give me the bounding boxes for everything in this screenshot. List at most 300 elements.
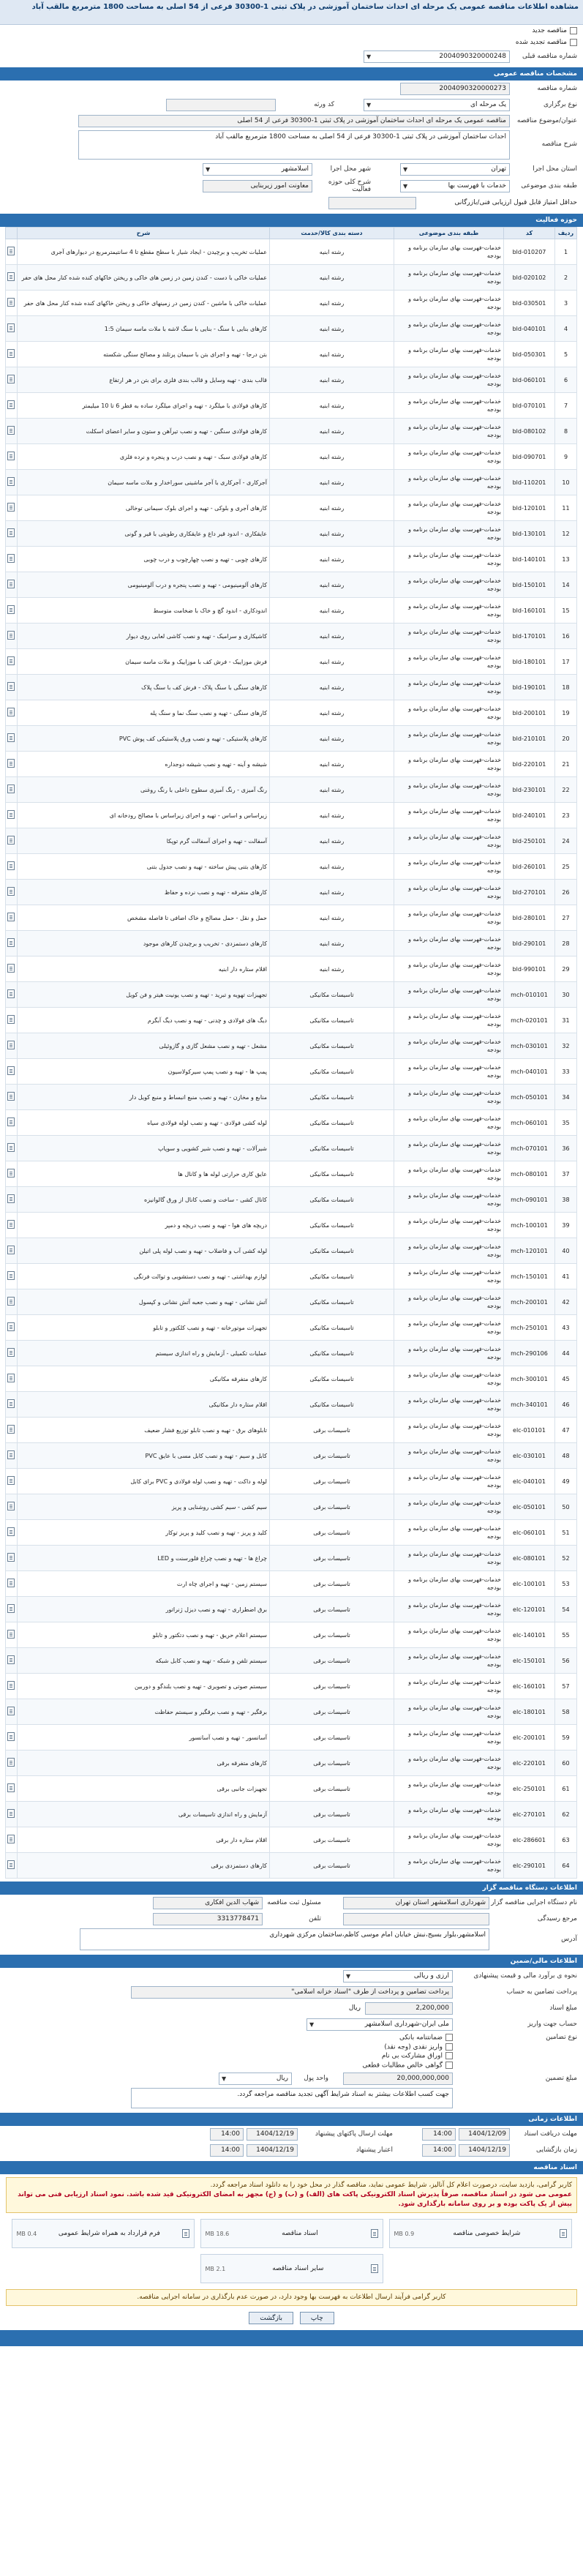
group-cell: تاسیسات مکانیکی bbox=[270, 1213, 394, 1238]
description-cell: عایق کاری حرارتی لوله ها و کانال ها bbox=[18, 1161, 270, 1187]
financial-note-row bbox=[0, 2086, 583, 2110]
row-action-cell[interactable] bbox=[6, 1289, 18, 1315]
col-description: شرح bbox=[18, 228, 270, 239]
code-field[interactable] bbox=[166, 99, 276, 111]
validity-time-field[interactable]: 14:00 bbox=[210, 2144, 244, 2157]
description-cell: منابع و مخازن - تهیه و نصب منبع انبساط و منبع کویل دار bbox=[18, 1085, 270, 1110]
row-number-cell: 53 bbox=[555, 1571, 577, 1597]
code-cell: elc-200101 bbox=[504, 1725, 555, 1751]
category-cell: خدمات-فهرست بهای سازمان برنامه و بودجه bbox=[394, 239, 504, 265]
doc-price-field[interactable]: 2,200,000 bbox=[365, 2002, 453, 2015]
row-action-cell[interactable] bbox=[6, 803, 18, 828]
publish-label: مهلت دریافت اسناد bbox=[524, 2130, 577, 2138]
description-cell: کلید و پریز - تهیه و نصب کلید و پریز توکار bbox=[18, 1520, 270, 1546]
document-icon[interactable] bbox=[7, 349, 15, 358]
row-action-cell[interactable] bbox=[6, 1315, 18, 1341]
category-cell: خدمات-فهرست بهای سازمان برنامه و بودجه bbox=[394, 1648, 504, 1674]
document-icon[interactable] bbox=[7, 1681, 15, 1690]
dates-section-title: اطلاعات زمانی bbox=[0, 2113, 583, 2126]
row-number-cell: 58 bbox=[555, 1699, 577, 1725]
row-number-cell: 5 bbox=[555, 342, 577, 367]
document-icon[interactable] bbox=[7, 1758, 15, 1767]
guarantee-option[interactable] bbox=[363, 2034, 454, 2042]
code-cell: bld-040101 bbox=[504, 316, 555, 342]
renewed-tender-label: مناقصه تجدید شده bbox=[515, 39, 567, 46]
row-action-cell[interactable] bbox=[6, 1059, 18, 1085]
row-action-cell[interactable] bbox=[6, 1443, 18, 1469]
code-cell: elc-250101 bbox=[504, 1776, 555, 1802]
document-icon[interactable] bbox=[7, 1322, 15, 1331]
document-icon[interactable] bbox=[7, 426, 15, 435]
row-action-cell[interactable] bbox=[6, 982, 18, 1008]
guarantee-amount-field[interactable]: 20,000,000,000 bbox=[343, 2073, 453, 2085]
document-icon[interactable] bbox=[7, 1732, 15, 1741]
row-action-cell[interactable] bbox=[6, 624, 18, 649]
receive-date-field[interactable]: 1404/12/19 bbox=[247, 2128, 298, 2141]
new-tender-checkbox[interactable] bbox=[570, 27, 577, 34]
category-cell: خدمات-فهرست بهای سازمان برنامه و بودجه bbox=[394, 547, 504, 572]
guarantee-option[interactable] bbox=[363, 2062, 454, 2070]
document-icon[interactable] bbox=[7, 554, 15, 563]
document-icon[interactable] bbox=[7, 861, 15, 870]
table-row bbox=[6, 1546, 577, 1571]
row-action-cell[interactable] bbox=[6, 1469, 18, 1494]
row-action-cell[interactable] bbox=[6, 1213, 18, 1238]
description-cell: کارهای بنایی با سنگ - بنایی با سنگ لاشه با ملات ماسه سیمان 1:5 bbox=[18, 316, 270, 342]
group-cell: رشته ابنیه bbox=[270, 803, 394, 828]
table-row bbox=[6, 1494, 577, 1520]
document-icon[interactable] bbox=[7, 1092, 15, 1101]
document-icon[interactable] bbox=[7, 375, 15, 383]
table-row bbox=[6, 521, 577, 547]
code-cell: bld-030501 bbox=[504, 291, 555, 316]
row-action-cell[interactable] bbox=[6, 1648, 18, 1674]
row-action-cell[interactable] bbox=[6, 1110, 18, 1136]
row-action-cell[interactable] bbox=[6, 1008, 18, 1033]
row-action-cell[interactable] bbox=[6, 1802, 18, 1827]
document-icon[interactable] bbox=[7, 759, 15, 768]
group-cell: تاسیسات برقی bbox=[270, 1571, 394, 1597]
document-file[interactable] bbox=[12, 2219, 195, 2248]
row-action-cell[interactable] bbox=[6, 393, 18, 419]
row-action-cell[interactable] bbox=[6, 1161, 18, 1187]
document-icon[interactable] bbox=[7, 1169, 15, 1177]
row-action-cell[interactable] bbox=[6, 1418, 18, 1443]
document-icon[interactable] bbox=[7, 836, 15, 845]
row-number-cell: 33 bbox=[555, 1059, 577, 1085]
guarantee-option[interactable] bbox=[363, 2043, 454, 2051]
province-select[interactable] bbox=[400, 163, 510, 176]
row-action-cell[interactable] bbox=[6, 1776, 18, 1802]
document-icon[interactable] bbox=[7, 528, 15, 537]
code-cell: mch-150101 bbox=[504, 1264, 555, 1289]
group-cell: رشته ابنیه bbox=[270, 419, 394, 444]
document-icon[interactable] bbox=[7, 298, 15, 307]
document-icon[interactable] bbox=[7, 1502, 15, 1510]
table-row bbox=[6, 1776, 577, 1802]
document-icon[interactable] bbox=[7, 913, 15, 921]
type-select[interactable] bbox=[364, 99, 510, 111]
row-action-cell[interactable] bbox=[6, 752, 18, 777]
code-cell: bld-990101 bbox=[504, 956, 555, 982]
document-icon[interactable] bbox=[7, 1143, 15, 1152]
code-cell: bld-070101 bbox=[504, 393, 555, 419]
number-label: شماره مناقصه bbox=[537, 85, 577, 92]
category-cell: خدمات-فهرست بهای سازمان برنامه و بودجه bbox=[394, 1571, 504, 1597]
row-action-cell[interactable] bbox=[6, 342, 18, 367]
receive-time-field[interactable]: 14:00 bbox=[210, 2128, 244, 2141]
description-cell: آزمایش و راه اندازی تاسیسات برقی bbox=[18, 1802, 270, 1827]
description-cell: کارهای متفرقه مکانیکی bbox=[18, 1366, 270, 1392]
currency-unit-value: ریال bbox=[276, 2074, 288, 2082]
document-icon[interactable] bbox=[7, 810, 15, 819]
group-cell: رشته ابنیه bbox=[270, 931, 394, 956]
description-cell: دیگ های فولادی و چدنی - تهیه و نصب دیگ آبگرم bbox=[18, 1008, 270, 1033]
document-icon[interactable] bbox=[7, 1860, 15, 1869]
table-row bbox=[6, 419, 577, 444]
table-row bbox=[6, 1213, 577, 1238]
document-file[interactable] bbox=[200, 2219, 383, 2248]
guarantee-option[interactable] bbox=[363, 2052, 454, 2060]
row-action-cell[interactable] bbox=[6, 700, 18, 726]
table-row bbox=[6, 1443, 577, 1469]
document-icon[interactable] bbox=[7, 1835, 15, 1843]
row-number-cell: 60 bbox=[555, 1751, 577, 1776]
row-action-cell[interactable] bbox=[6, 931, 18, 956]
code-cell: mch-050101 bbox=[504, 1085, 555, 1110]
desc-field[interactable]: احداث ساختمان آموزشی در پلاک ثبتی 1-30300 فرعی از 54 اصلی به مساحت 1800 مترمربع مالقب آباد bbox=[78, 130, 510, 160]
document-icon[interactable] bbox=[7, 323, 15, 332]
currency-unit-select[interactable] bbox=[219, 2073, 292, 2085]
code-cell: mch-040101 bbox=[504, 1059, 555, 1085]
group-cell: رشته ابنیه bbox=[270, 316, 394, 342]
document-icon[interactable] bbox=[7, 1246, 15, 1254]
category-cell: خدمات-فهرست بهای سازمان برنامه و بودجه bbox=[394, 854, 504, 880]
document-icon[interactable] bbox=[7, 1476, 15, 1485]
category-cell: خدمات-فهرست بهای سازمان برنامه و بودجه bbox=[394, 956, 504, 982]
category-cell: خدمات-فهرست بهای سازمان برنامه و بودجه bbox=[394, 265, 504, 291]
document-icon[interactable] bbox=[7, 631, 15, 640]
row-action-cell[interactable] bbox=[6, 1238, 18, 1264]
document-icon[interactable] bbox=[7, 1271, 15, 1280]
description-cell: کارهای آجری و بلوکی - تهیه و اجرای بلوک سیمانی توخالی bbox=[18, 495, 270, 521]
description-cell: کانال کشی - ساخت و نصب کانال از ورق گالوانیزه bbox=[18, 1187, 270, 1213]
document-icon[interactable] bbox=[7, 1655, 15, 1664]
code-cell: bld-220101 bbox=[504, 752, 555, 777]
row-action-cell[interactable] bbox=[6, 1571, 18, 1597]
code-cell: bld-190101 bbox=[504, 675, 555, 700]
guarantee-checkbox[interactable] bbox=[445, 2034, 453, 2041]
document-icon[interactable] bbox=[7, 1117, 15, 1126]
open-time-field[interactable]: 14:00 bbox=[422, 2144, 456, 2157]
row-number-cell: 18 bbox=[555, 675, 577, 700]
category-cell: خدمات-فهرست بهای سازمان برنامه و بودجه bbox=[394, 1776, 504, 1802]
print-button[interactable]: چاپ bbox=[300, 2312, 334, 2324]
description-cell: سیم کشی - سیم کشی روشنایی و پریز bbox=[18, 1494, 270, 1520]
publish-time-field[interactable]: 14:00 bbox=[422, 2128, 456, 2141]
category-cell: خدمات-فهرست بهای سازمان برنامه و بودجه bbox=[394, 1341, 504, 1366]
row-action-cell[interactable] bbox=[6, 265, 18, 291]
document-icon[interactable] bbox=[7, 1707, 15, 1715]
document-icon[interactable] bbox=[7, 1527, 15, 1536]
row-number-cell: 47 bbox=[555, 1418, 577, 1443]
document-icon[interactable] bbox=[7, 247, 15, 255]
row-number-cell: 8 bbox=[555, 419, 577, 444]
title-row bbox=[0, 113, 583, 129]
row-action-cell[interactable] bbox=[6, 777, 18, 803]
category-cell: خدمات-فهرست بهای سازمان برنامه و بودجه bbox=[394, 828, 504, 854]
guarantee-amount-row bbox=[0, 2070, 583, 2086]
table-row bbox=[6, 828, 577, 854]
document-icon[interactable] bbox=[7, 1604, 15, 1613]
row-action-cell[interactable] bbox=[6, 1341, 18, 1366]
address-field[interactable]: اسلامشهر،بلوار بسیج،نبش خیابان امام موسی کاظم،ساختمان مرکزی شهرداری bbox=[80, 1928, 489, 1950]
row-action-cell[interactable] bbox=[6, 1520, 18, 1546]
row-action-cell[interactable] bbox=[6, 1674, 18, 1699]
description-cell: سیستم صوتی و تصویری - تهیه و نصب بلندگو و دوربین bbox=[18, 1674, 270, 1699]
row-number-cell: 41 bbox=[555, 1264, 577, 1289]
guarantee-checkbox[interactable] bbox=[445, 2052, 453, 2059]
document-icon[interactable] bbox=[7, 1809, 15, 1818]
row-action-cell[interactable] bbox=[6, 291, 18, 316]
category-cell: خدمات-فهرست بهای سازمان برنامه و بودجه bbox=[394, 393, 504, 419]
row-action-cell[interactable] bbox=[6, 239, 18, 265]
table-row bbox=[6, 1033, 577, 1059]
document-icon[interactable] bbox=[7, 938, 15, 947]
file-icon bbox=[371, 2229, 378, 2238]
unit-field[interactable]: شهاب الدین افکاری bbox=[153, 1897, 263, 1909]
document-icon[interactable] bbox=[7, 400, 15, 409]
description-cell: آتش نشانی - تهیه و نصب جعبه آتش نشانی و کپسول bbox=[18, 1289, 270, 1315]
table-row bbox=[6, 598, 577, 624]
row-action-cell[interactable] bbox=[6, 1725, 18, 1751]
pay-field[interactable]: پرداخت تضامین و پرداخت از طرف "اسناد خزانه اسلامی" bbox=[131, 1986, 453, 1999]
city-select[interactable] bbox=[203, 163, 312, 176]
document-file-size: 0.9 MB bbox=[394, 2230, 415, 2237]
row-action-cell[interactable] bbox=[6, 1699, 18, 1725]
min-score-field[interactable] bbox=[328, 197, 416, 209]
description-cell: لوله کشی آب و فاضلاب - تهیه و نصب لوله پلی اتیلن bbox=[18, 1238, 270, 1264]
address-label: آدرس bbox=[561, 1936, 577, 1943]
documents-warning-text: عمومی می شود در اسناد مناقصه، صرفاً پذیرش اسناد الکترونیکی پاکت های (الف) و (ب) و (ج) مجهز به امضای الکترونیکی قید شده باشد. نمود اسناد ارزیابی فنی می تواند بیش از یک پاکت بوده و بر روی سامانه بارگذاری شود. bbox=[18, 2191, 572, 2208]
table-row bbox=[6, 1085, 577, 1110]
open-date-field[interactable]: 1404/12/19 bbox=[459, 2144, 510, 2157]
category-cell: خدمات-فهرست بهای سازمان برنامه و بودجه bbox=[394, 880, 504, 905]
document-icon[interactable] bbox=[7, 1579, 15, 1587]
code-cell: bld-290101 bbox=[504, 931, 555, 956]
number-field[interactable]: 2004090320000273 bbox=[400, 83, 510, 95]
document-icon[interactable] bbox=[7, 1194, 15, 1203]
table-row bbox=[6, 547, 577, 572]
renewed-row bbox=[0, 37, 583, 48]
ref-field[interactable] bbox=[343, 1913, 489, 1925]
row-number-cell: 44 bbox=[555, 1341, 577, 1366]
document-icon[interactable] bbox=[7, 1297, 15, 1306]
document-icon[interactable] bbox=[7, 1220, 15, 1229]
publish-date-field[interactable]: 1404/12/09 bbox=[459, 2128, 510, 2141]
city-label: شهر محل اجرا bbox=[330, 165, 371, 173]
document-icon[interactable] bbox=[7, 733, 15, 742]
description-cell: کارهای آلومینیومی - تهیه و نصب پنجره و درب آلومینیومی bbox=[18, 572, 270, 598]
row-action-cell[interactable] bbox=[6, 1622, 18, 1648]
document-icon[interactable] bbox=[7, 656, 15, 665]
table-row bbox=[6, 572, 577, 598]
document-icon[interactable] bbox=[7, 1066, 15, 1075]
row-number-cell: 55 bbox=[555, 1622, 577, 1648]
document-icon[interactable] bbox=[7, 682, 15, 691]
group-cell: رشته ابنیه bbox=[270, 265, 394, 291]
description-cell: فرش موزاییک - فرش کف با موزاییک و ملات ماسه سیمان bbox=[18, 649, 270, 675]
row-action-cell[interactable] bbox=[6, 521, 18, 547]
row-action-cell[interactable] bbox=[6, 495, 18, 521]
table-row bbox=[6, 777, 577, 803]
table-row bbox=[6, 982, 577, 1008]
table-row bbox=[6, 1725, 577, 1751]
title-field[interactable]: مناقصه عمومی یک مرحله ای احداث ساختمان آموزشی در پلاک ثبتی 1-30300 فرعی از 54 اصلی bbox=[78, 115, 510, 127]
row-number-cell: 40 bbox=[555, 1238, 577, 1264]
row-action-cell[interactable] bbox=[6, 1085, 18, 1110]
row-action-cell[interactable] bbox=[6, 1392, 18, 1418]
row-action-cell[interactable] bbox=[6, 880, 18, 905]
document-icon[interactable] bbox=[7, 887, 15, 896]
group-cell: تاسیسات برقی bbox=[270, 1827, 394, 1853]
guarantee-amount-label: مبلغ تضمین bbox=[545, 2075, 577, 2082]
document-icon[interactable] bbox=[7, 708, 15, 716]
guarantee-checkbox[interactable] bbox=[445, 2043, 453, 2051]
document-icon[interactable] bbox=[7, 503, 15, 512]
row-action-cell[interactable] bbox=[6, 316, 18, 342]
row-number-cell: 38 bbox=[555, 1187, 577, 1213]
row-action-cell[interactable] bbox=[6, 1546, 18, 1571]
account-value: ملی ایران-شهرداری اسلامشهر bbox=[364, 2020, 449, 2028]
document-icon[interactable] bbox=[7, 452, 15, 460]
table-row bbox=[6, 1418, 577, 1443]
file-icon bbox=[560, 2229, 567, 2238]
code-cell: bld-080102 bbox=[504, 419, 555, 444]
document-icon[interactable] bbox=[7, 1374, 15, 1382]
row-action-cell[interactable] bbox=[6, 828, 18, 854]
row-action-cell[interactable] bbox=[6, 1136, 18, 1161]
document-icon[interactable] bbox=[7, 580, 15, 588]
document-icon[interactable] bbox=[7, 1553, 15, 1562]
row-action-cell[interactable] bbox=[6, 1751, 18, 1776]
description-cell: آسانسور - تهیه و نصب آسانسور bbox=[18, 1725, 270, 1751]
document-icon[interactable] bbox=[7, 785, 15, 793]
row-action-cell[interactable] bbox=[6, 598, 18, 624]
document-file[interactable] bbox=[389, 2219, 572, 2248]
group-cell: تاسیسات مکانیکی bbox=[270, 1136, 394, 1161]
row-action-cell[interactable] bbox=[6, 1033, 18, 1059]
document-icon[interactable] bbox=[7, 1425, 15, 1434]
document-icon[interactable] bbox=[7, 1450, 15, 1459]
validity-date-field[interactable]: 1404/12/19 bbox=[247, 2144, 298, 2157]
row-action-cell[interactable] bbox=[6, 1853, 18, 1879]
method-select[interactable] bbox=[343, 1970, 453, 1982]
row-action-cell[interactable] bbox=[6, 367, 18, 393]
description-cell: کارهای متفرقه - تهیه و نصب نرده و حفاظ bbox=[18, 880, 270, 905]
row-action-cell[interactable] bbox=[6, 1494, 18, 1520]
row-action-cell[interactable] bbox=[6, 1597, 18, 1622]
row-action-cell[interactable] bbox=[6, 419, 18, 444]
dates-row-2 bbox=[0, 2142, 583, 2158]
chevron-down-icon: ▼ bbox=[403, 165, 408, 173]
document-file[interactable] bbox=[200, 2254, 383, 2283]
code-cell: bld-240101 bbox=[504, 803, 555, 828]
row-action-cell[interactable] bbox=[6, 905, 18, 931]
table-row bbox=[6, 1289, 577, 1315]
group-cell: تاسیسات برقی bbox=[270, 1674, 394, 1699]
category-cell: خدمات-فهرست بهای سازمان برنامه و بودجه bbox=[394, 316, 504, 342]
group-cell: تاسیسات برقی bbox=[270, 1776, 394, 1802]
back-button[interactable]: بازگشت bbox=[249, 2312, 293, 2324]
row-number-cell: 17 bbox=[555, 649, 577, 675]
document-icon[interactable] bbox=[7, 605, 15, 614]
row-action-cell[interactable] bbox=[6, 1187, 18, 1213]
prev-number-select[interactable] bbox=[364, 50, 510, 63]
table-row bbox=[6, 1520, 577, 1546]
document-file-name: فرم قرارداد به همراه شرایط عمومی bbox=[58, 2230, 160, 2237]
row-action-cell[interactable] bbox=[6, 649, 18, 675]
phone-field[interactable]: 3313778471 bbox=[153, 1913, 263, 1925]
row-action-cell[interactable] bbox=[6, 1264, 18, 1289]
document-icon[interactable] bbox=[7, 1348, 15, 1357]
document-icon[interactable] bbox=[7, 1399, 15, 1408]
code-cell: elc-120101 bbox=[504, 1597, 555, 1622]
row-action-cell[interactable] bbox=[6, 470, 18, 495]
row-action-cell[interactable] bbox=[6, 726, 18, 752]
category-cell: خدمات-فهرست بهای سازمان برنامه و بودجه bbox=[394, 1315, 504, 1341]
guarantee-type-row bbox=[0, 2032, 583, 2070]
row-action-cell[interactable] bbox=[6, 675, 18, 700]
category-cell: خدمات-فهرست بهای سازمان برنامه و بودجه bbox=[394, 1751, 504, 1776]
description-cell: پمپ ها - تهیه و نصب پمپ سیرکولاسیون bbox=[18, 1059, 270, 1085]
org-field[interactable]: شهرداری اسلامشهر استان تهران bbox=[343, 1897, 489, 1909]
row-number-cell: 6 bbox=[555, 367, 577, 393]
document-icon[interactable] bbox=[7, 1015, 15, 1024]
row-action-cell[interactable] bbox=[6, 572, 18, 598]
category-cell: خدمات-فهرست بهای سازمان برنامه و بودجه bbox=[394, 1264, 504, 1289]
code-cell: bld-160101 bbox=[504, 598, 555, 624]
renewed-tender-checkbox[interactable] bbox=[570, 39, 577, 46]
document-icon[interactable] bbox=[7, 477, 15, 486]
document-icon[interactable] bbox=[7, 989, 15, 998]
document-icon[interactable] bbox=[7, 1041, 15, 1049]
category-select[interactable] bbox=[400, 180, 510, 192]
row-action-cell[interactable] bbox=[6, 444, 18, 470]
account-select[interactable] bbox=[306, 2018, 453, 2031]
row-number-cell: 35 bbox=[555, 1110, 577, 1136]
document-icon[interactable] bbox=[7, 272, 15, 281]
code-cell: bld-170101 bbox=[504, 624, 555, 649]
row-action-cell[interactable] bbox=[6, 956, 18, 982]
row-action-cell[interactable] bbox=[6, 854, 18, 880]
province-row bbox=[0, 161, 583, 177]
row-action-cell[interactable] bbox=[6, 1366, 18, 1392]
row-number-cell: 46 bbox=[555, 1392, 577, 1418]
document-icon[interactable] bbox=[7, 1783, 15, 1792]
row-action-cell[interactable] bbox=[6, 547, 18, 572]
document-file-name: سایر اسناد مناقصه bbox=[272, 2265, 324, 2272]
document-icon[interactable] bbox=[7, 1630, 15, 1639]
table-row bbox=[6, 239, 577, 265]
row-action-cell[interactable] bbox=[6, 1827, 18, 1853]
group-cell: تاسیسات برقی bbox=[270, 1597, 394, 1622]
guarantee-checkbox[interactable] bbox=[445, 2062, 453, 2069]
code-cell: mch-290106 bbox=[504, 1341, 555, 1366]
activity-field[interactable]: معاونت امور زیربنایی bbox=[203, 180, 312, 192]
document-icon[interactable] bbox=[7, 964, 15, 973]
description-cell: لوازم بهداشتی - تهیه و نصب دستشویی و توالت فرنگی bbox=[18, 1264, 270, 1289]
